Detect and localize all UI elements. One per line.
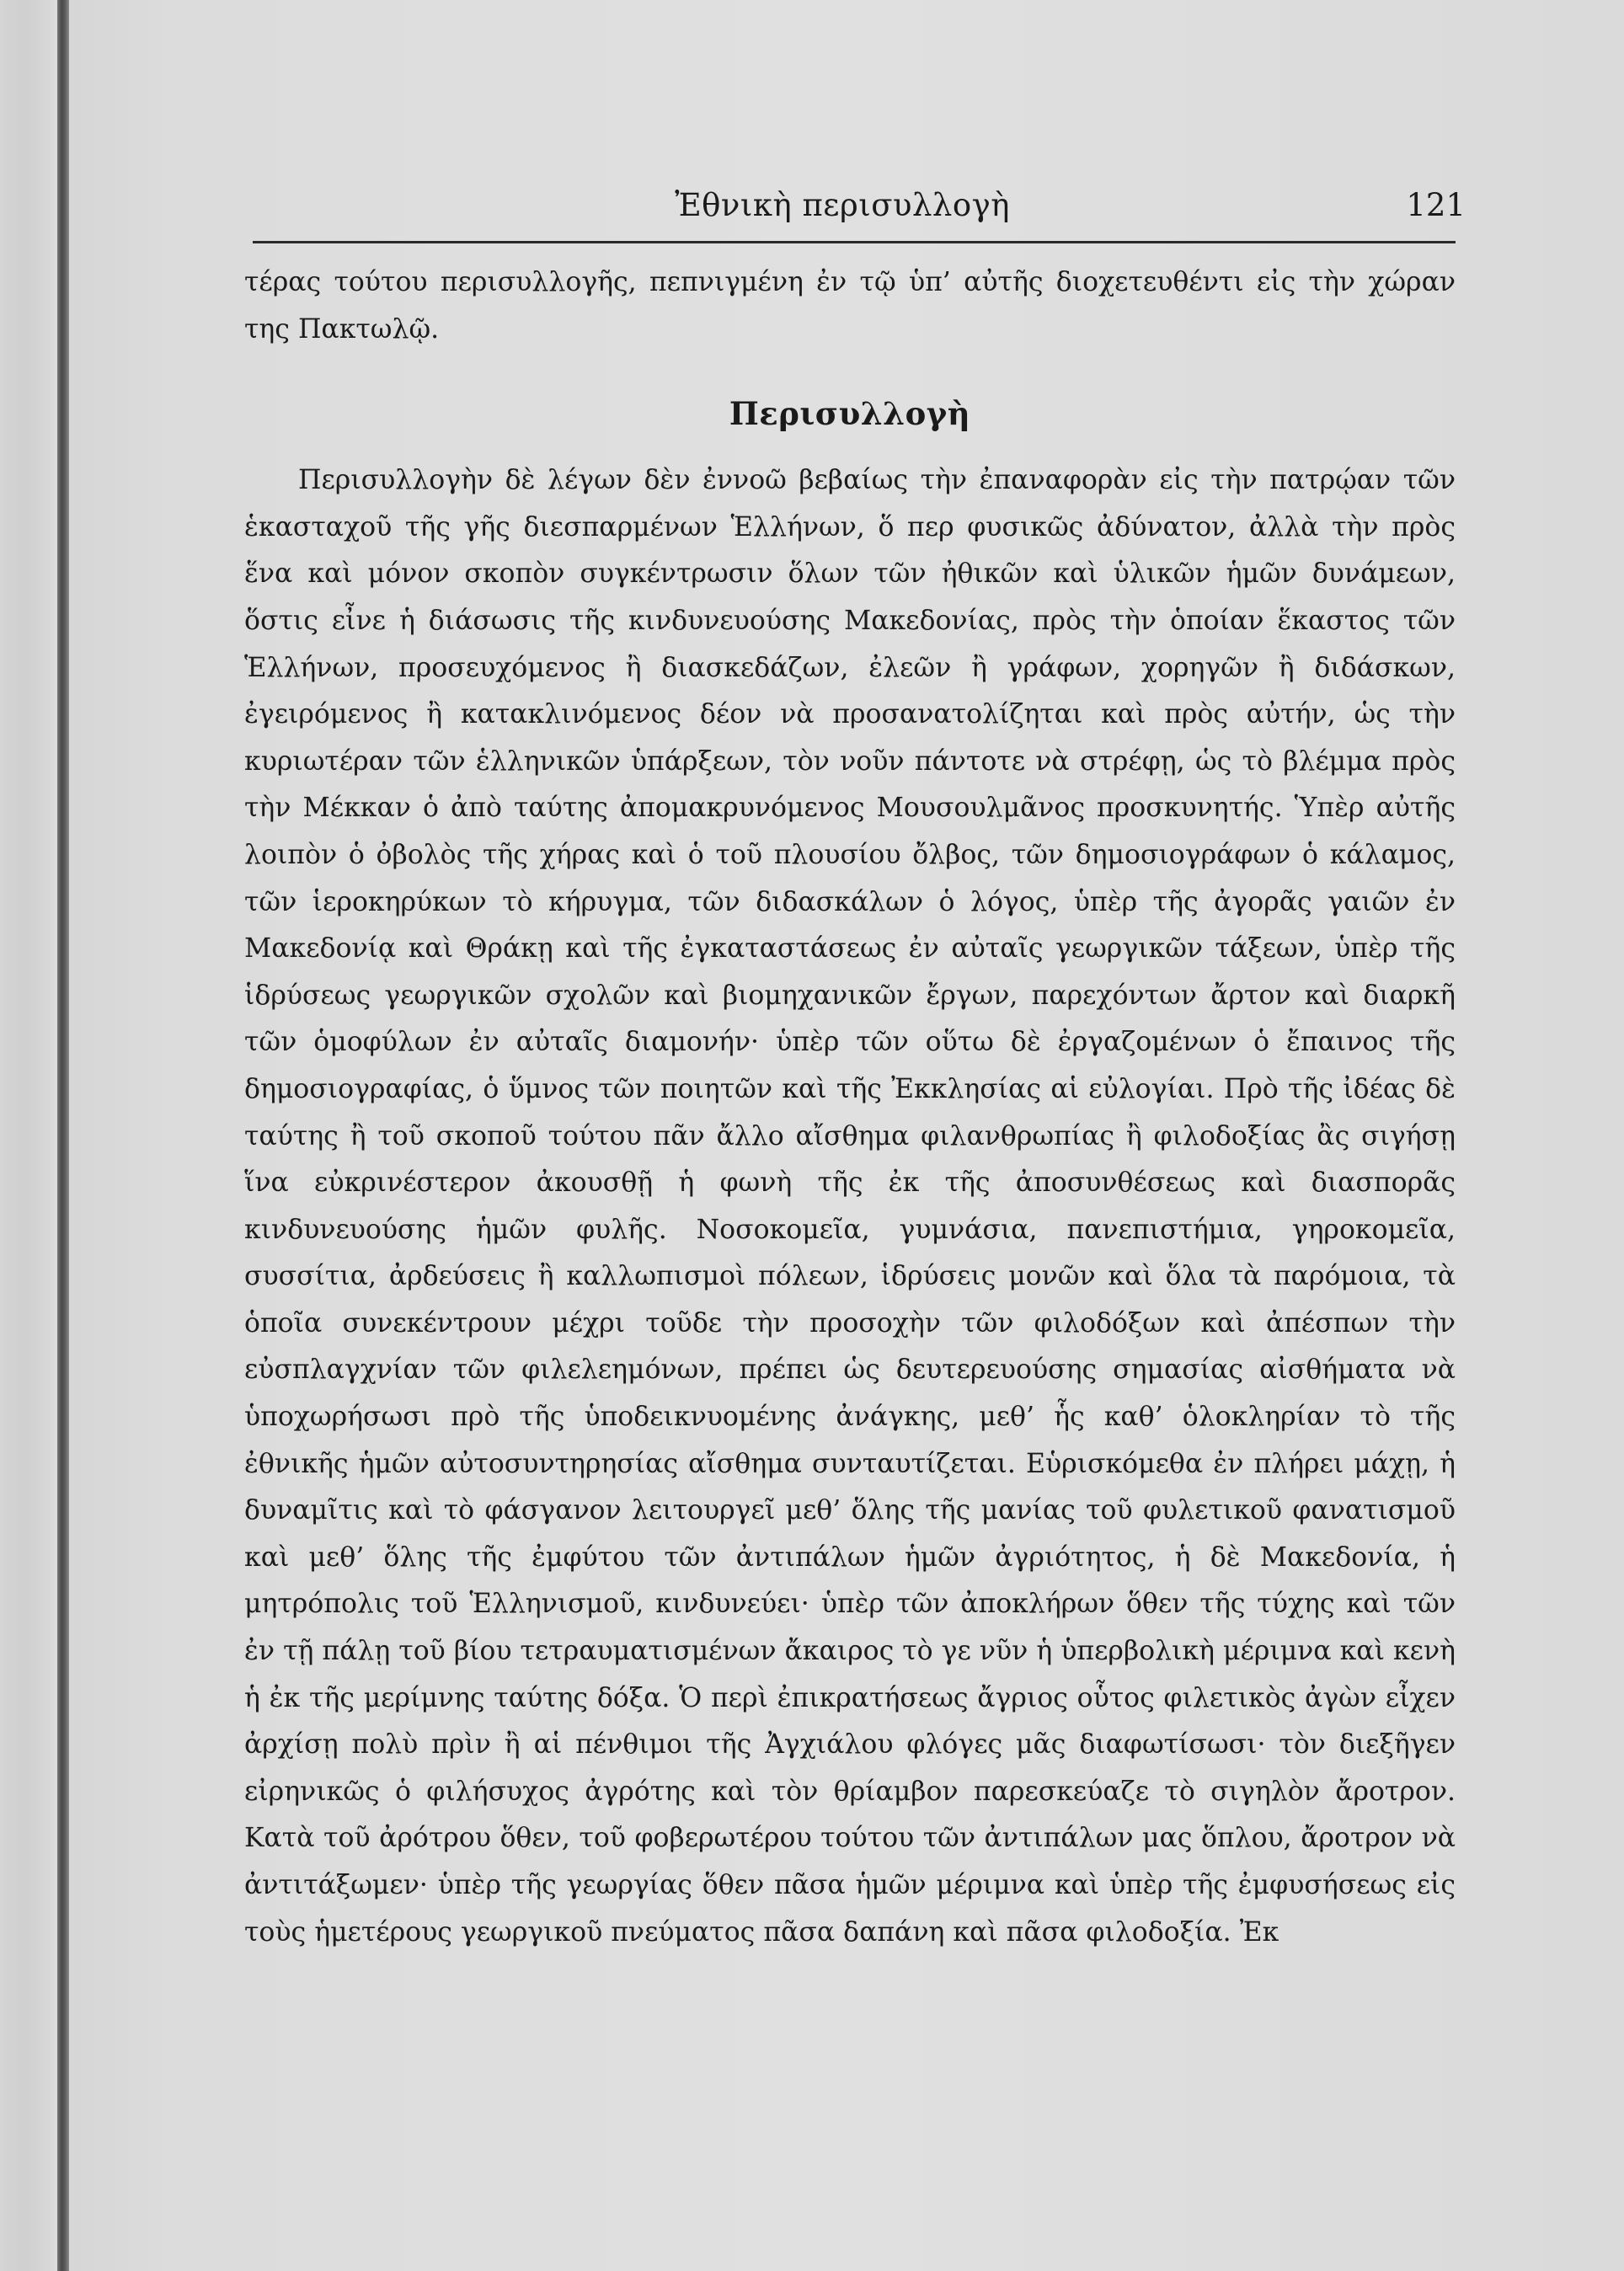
running-title: Ἐθνικὴ περισυλλογὴ — [675, 187, 1010, 223]
main-paragraph: Περισυλλογὴν δὲ λέγων δὲν ἐννοῶ βεβαίως τὴν ἐπαναφορὰν εἰς τὴν πατρῴαν τῶν ἑκασταχοῦ τῆς γῆς διεσπαρμένων Ἑλλήνων, ὅ περ φυσικῶς ἀδύνατον, ἀλλὰ τὴν πρὸς ἕνα καὶ μόνον σκοπὸν συγκέντρωσιν ὅλων τῶν ἠθικῶν καὶ ὑλικῶν ἡμῶν δυνάμεων, ὅστις εἶνε ἡ διάσωσις τῆς κινδυνευούσης Μακεδονίας, πρὸς τὴν ὁποίαν ἕκαστος τῶν Ἑλλήνων, προσευχόμενος ἢ διασκεδάζων, ἐλεῶν ἢ γράφων, χορηγῶν ἢ διδάσκων, ἐγειρόμενος ἢ κατακλινόμενος δέον νὰ προσανατολίζηται καὶ πρὸς αὐτήν, ὡς τὴν κυριωτέραν τῶν ἑλληνικῶν ὑπάρξεων, τὸν νοῦν πάντοτε νὰ στρέφῃ, ὡς τὸ βλέμμα πρὸς τὴν Μέκκαν ὁ ἀπὸ ταύτης ἀπομακρυνόμενος Μουσουλμᾶνος προσκυνητής. Ὑπὲρ αὐτῆς λοιπὸν ὁ ὀβολὸς τῆς χήρας καὶ ὁ τοῦ πλουσίου ὄλβος, τῶν δημοσιογράφων ὁ κάλαμος, τῶν ἱεροκηρύκων τὸ κήρυγμα, τῶν διδασκάλων ὁ λόγος, ὑπὲρ τῆς ἀγορᾶς γαιῶν ἐν Μακεδονίᾳ καὶ Θράκῃ καὶ τῆς ἐγκαταστάσεως ἐν αὐταῖς γεωργικῶν τάξεων, ὑπὲρ τῆς ἱδρύσεως γεωργικῶν σχολῶν καὶ βιομηχανικῶν ἔργων, παρεχόντων ἄρτον καὶ διαρκῆ τῶν ὁμοφύλων ἐν αὐταῖς διαμονήν· ὑπὲρ τῶν οὕτω δὲ ἐργαζομένων ὁ ἔπαινος τῆς δημοσιογραφίας, ὁ ὕμνος τῶν ποιητῶν καὶ τῆς Ἐκκλησίας αἱ εὐλογίαι. Πρὸ τῆς ἰδέας δὲ ταύτης ἢ τοῦ σκοποῦ τούτου πᾶν ἄλλο αἴσθημα φιλανθρωπίας ἢ φιλοδοξίας ἂς σιγήσῃ ἵνα εὐκρινέστερον ἀκουσθῇ ἡ φωνὴ τῆς ἐκ τῆς ἀποσυνθέσεως καὶ διασπορᾶς κινδυνευούσης ἡμῶν φυλῆς. Νοσοκομεῖα, γυμνάσια, πανεπιστήμια, γηροκομεῖα, συσσίτια, ἀρδεύσεις ἢ καλλωπισμοὶ πόλεων, ἱδρύσεις μονῶν καὶ ὅλα τὰ παρόμοια, τὰ ὁποῖα συνεκέντρουν μέχρι τοῦδε τὴν προσοχὴν τῶν φιλοδόξων καὶ ἀπέσπων τὴν εὐσπλαγχνίαν τῶν φιλελεημόνων, πρέπει ὡς δευτερευούσης σημασίας αἰσθήματα νὰ ὑποχωρήσωσι πρὸ τῆς ὑποδεικνυομένης ἀνάγκης, μεθ’ ἧς καθ’ ὁλοκληρίαν τὸ τῆς ἐθνικῆς ἡμῶν αὐτοσυντηρησίας αἴσθημα συνταυτίζεται. Εὑρισκόμεθα ἐν πλήρει μάχῃ, ἡ δυναμῖτις καὶ τὸ φάσγανον λειτουργεῖ μεθ’ ὅλης τῆς μανίας τοῦ φυλετικοῦ φανατισμοῦ καὶ μεθ’ ὅλης τῆς ἐμφύτου τῶν ἀντιπάλων ἡμῶν ἀγριότητος, ἡ δὲ Μακεδονία, ἡ μητρόπολις τοῦ Ἑλληνισμοῦ, κινδυνεύει· ὑπὲρ τῶν ἀποκλήρων ὅθεν τῆς τύχης καὶ τῶν ἐν τῇ πάλῃ τοῦ βίου τετραυματισμένων ἄκαιρος τὸ γε νῦν ἡ ὑπερβολικὴ μέριμνα καὶ κενὴ ἡ ἐκ τῆς μερίμνης ταύτης δόξα. Ὁ περὶ ἐπικρατήσεως ἄγριος οὗτος φιλετικὸς ἀγὼν εἶχεν ἀρχίσῃ πολὺ πρὶν ἢ αἱ πένθιμοι τῆς Ἀγχιάλου φλόγες μᾶς διαφωτίσωσι· τὸν διεξῆγεν εἰρηνικῶς ὁ φιλήσυχος ἀγρότης καὶ τὸν θρίαμβον παρεσκεύαζε τὸ σιγηλὸν ἄροτρον. Κατὰ τοῦ ἀρότρου ὅθεν, τοῦ φοβερωτέρου τούτου τῶν ἀντιπάλων μας ὅπλου, ἄροτρον νὰ ἀντιτάξωμεν· ὑπὲρ τῆς γεωργίας ὅθεν πᾶσα ἡμῶν μέριμνα καὶ ὑπὲρ τῆς ἐμφυσήσεως εἰς τοὺς ἡμετέρους γεωργικοῦ πνεύματος πᾶσα δαπάνη καὶ πᾶσα φιλοδοξία. Ἐκ — [244, 465, 1456, 1948]
opening-paragraph: τέρας τούτου περισυλλογῆς, πεπνιγμένη ἐν τῷ ὑπ’ αὐτῆς διοχετευθέντι εἰς τὴν χώραν της Πακτωλῷ. — [244, 267, 1456, 345]
running-head — [211, 168, 1474, 236]
page-number: 121 — [1406, 187, 1466, 223]
book-binding-shadow — [57, 0, 69, 2271]
section-heading: Περισυλλογὴ — [729, 395, 971, 433]
book-page — [211, 168, 1474, 2224]
page-text — [244, 259, 1456, 1956]
header-rule — [253, 241, 1456, 243]
